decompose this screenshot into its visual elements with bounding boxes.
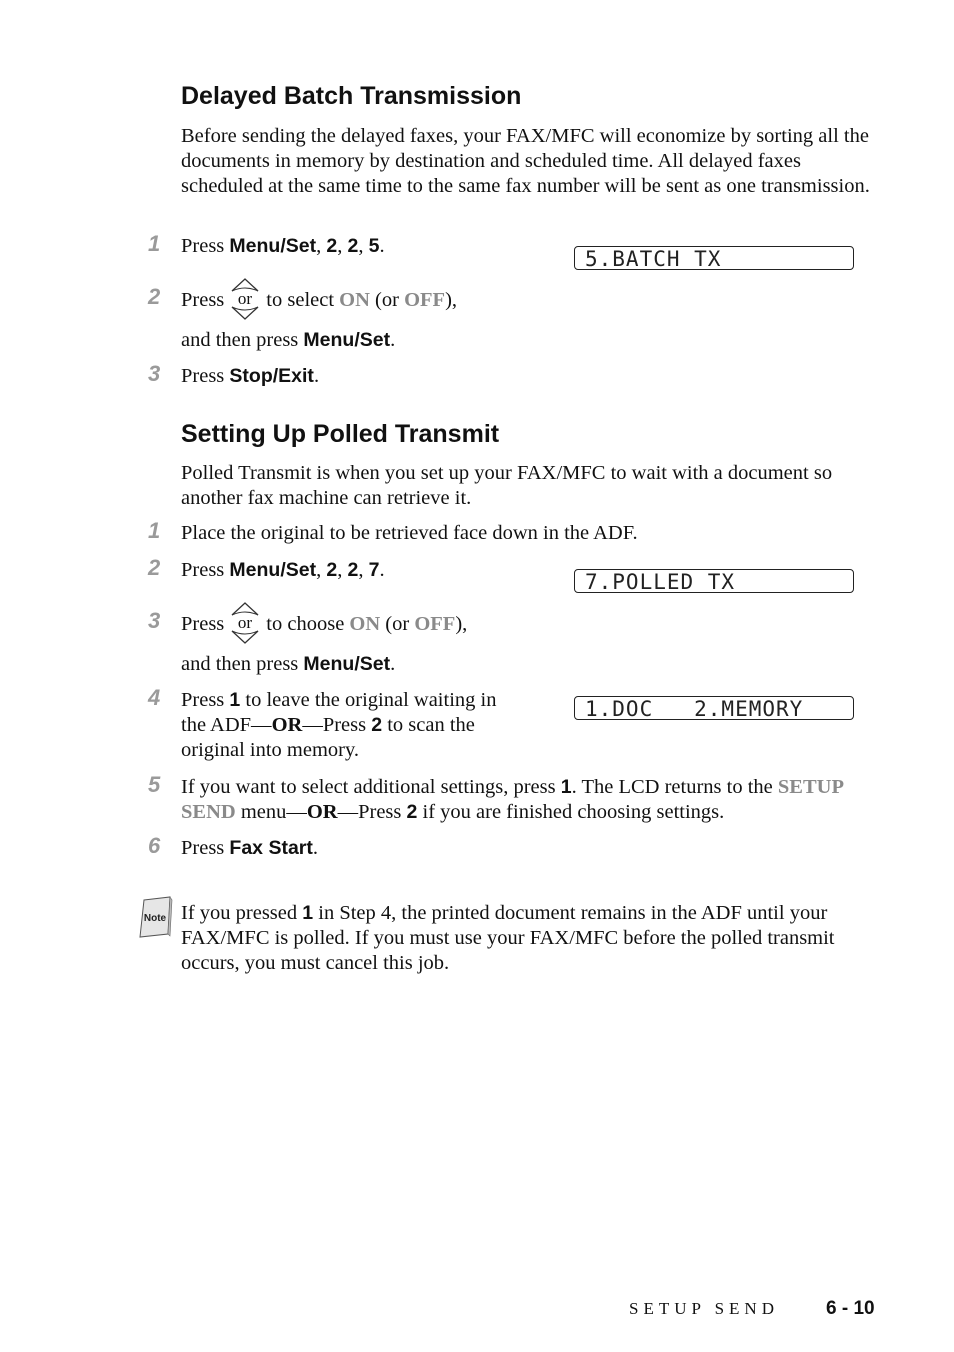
step-number: 6: [148, 833, 161, 858]
up-down-arrow-keys-icon: [228, 599, 262, 647]
lcd-display: 1.DOC 2.MEMORY: [574, 696, 854, 720]
svg-text:or: or: [238, 289, 253, 309]
step-text: Press Menu/Set, 2, 2, 5.: [181, 235, 385, 257]
page-number: 6 - 10: [826, 1298, 875, 1319]
section-title-delayed-batch: Delayed Batch Transmission: [181, 82, 522, 110]
svg-text:or: or: [238, 613, 253, 633]
step-text-continued: SEND menu—OR—Press 2 if you are finished choosing settings.: [181, 801, 725, 823]
lcd-display: 7.POLLED TX: [574, 569, 854, 593]
step-number: 2: [148, 284, 161, 309]
step-number: 2: [148, 555, 161, 580]
step-text: Press Fax Start.: [181, 837, 318, 859]
step-text: Press or to select ON (or OFF),: [181, 276, 457, 325]
step-text: If you want to select additional settings, press 1. The LCD returns to the SETUP: [181, 776, 844, 798]
note-icon: [136, 896, 174, 938]
svg-text:Note: Note: [143, 913, 167, 924]
step-text: Press Stop/Exit.: [181, 365, 320, 387]
step-number: 3: [148, 361, 161, 386]
step-text-continued: the ADF—OR—Press 2 to scan the: [181, 714, 475, 736]
section1-intro: Before sending the delayed faxes, your FAX/MFC will economize by sorting all the documents in memory by destination and scheduled time. All delayed faxes scheduled at the same time to the same fax number will be sent as one transmission.: [181, 125, 870, 197]
step-text-continued: original into memory.: [181, 739, 360, 761]
section-title-polled-transmit: Setting Up Polled Transmit: [181, 420, 500, 448]
step-number: 5: [148, 772, 161, 797]
note-text-continued: occurs, you must cancel this job.: [181, 952, 450, 974]
step-text-continued: and then press Menu/Set.: [181, 653, 396, 675]
step-number: 3: [148, 608, 161, 633]
step-number: 1: [148, 231, 161, 256]
note-text: If you pressed 1 in Step 4, the printed document remains in the ADF until your: [181, 902, 828, 924]
step-text: Place the original to be retrieved face down in the ADF.: [181, 522, 638, 544]
step-text: Press or to choose ON (or OFF),: [181, 600, 467, 649]
step-text-continued: and then press Menu/Set.: [181, 329, 396, 351]
footer-section-name: SETUP SEND: [629, 1299, 779, 1318]
up-down-arrow-keys-icon: [228, 275, 262, 323]
step-text: Press Menu/Set, 2, 2, 7.: [181, 559, 385, 581]
section2-intro: Polled Transmit is when you set up your FAX/MFC to wait with a document so another fax machine can retrieve it.: [181, 462, 833, 509]
note-text-continued: FAX/MFC is polled. If you must use your FAX/MFC before the polled transmit: [181, 927, 835, 949]
lcd-display: 5.BATCH TX: [574, 246, 854, 270]
step-number: 1: [148, 518, 161, 543]
step-text: Press 1 to leave the original waiting in: [181, 689, 497, 711]
step-number: 4: [148, 685, 161, 710]
